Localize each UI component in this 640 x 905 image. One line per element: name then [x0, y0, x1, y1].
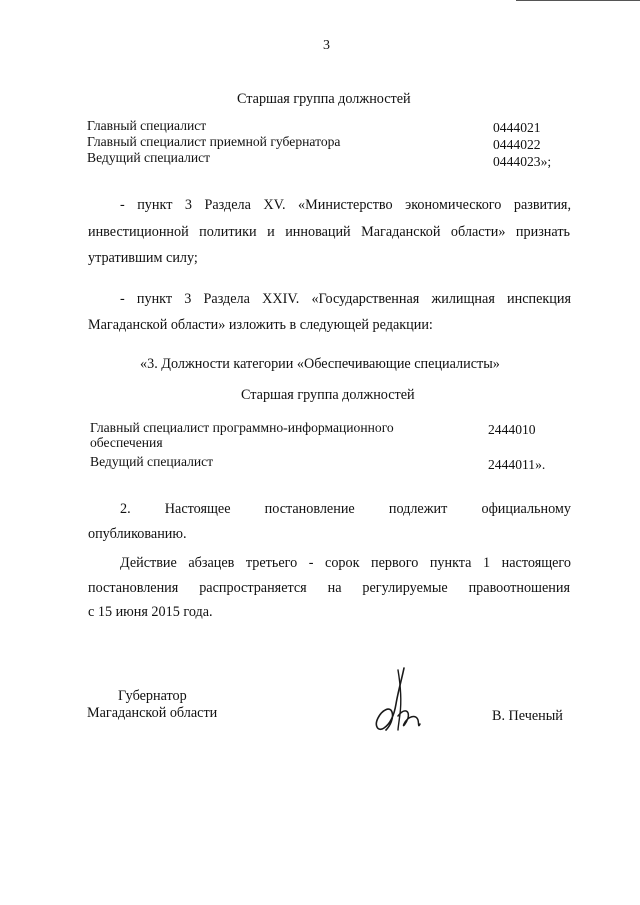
- position-code: 0444023»;: [493, 154, 552, 169]
- position-title: Главный специалист программно-информационного: [90, 420, 394, 435]
- position-title: Главный специалист приемной губернатора: [87, 134, 341, 149]
- position-title: Ведущий специалист: [87, 150, 211, 165]
- page-number: 3: [323, 38, 330, 53]
- paragraph-line: - пункт 3 Раздела XV. «Министерство экономического развития,: [120, 197, 571, 213]
- paragraph-line: инвестиционной политики и инноваций Магаданской области» признать: [88, 224, 570, 240]
- signatory-name: В. Печеный: [492, 708, 563, 724]
- paragraph-line: с 15 июня 2015 года.: [88, 604, 213, 620]
- handwritten-signature: [368, 664, 428, 736]
- paragraph-line: Действие абзацев третьего - сорок первого пункта 1 настоящего: [120, 555, 571, 571]
- group-heading: Старшая группа должностей: [237, 91, 411, 107]
- signatory-region: Магаданской области: [87, 705, 218, 721]
- position-code: 2444010: [488, 422, 536, 437]
- paragraph-line: 2. Настоящее постановление подлежит официальному: [120, 501, 571, 517]
- paragraph-line: Магаданской области» изложить в следующей редакции:: [88, 317, 433, 333]
- section-title: «3. Должности категории «Обеспечивающие специалисты»: [140, 356, 500, 372]
- group-heading: Старшая группа должностей: [241, 387, 415, 403]
- position-title-continued: обеспечения: [90, 435, 163, 450]
- paragraph-line: утратившим силу;: [88, 250, 198, 266]
- paragraph-line: постановления распространяется на регулируемые правоотношения: [88, 580, 570, 596]
- top-edge-line: [516, 0, 640, 1]
- position-title: Главный специалист: [87, 118, 207, 133]
- position-code: 0444022: [493, 137, 541, 152]
- signatory-position: Губернатор: [118, 688, 187, 704]
- position-code: 2444011».: [488, 457, 546, 472]
- position-code: 0444021: [493, 120, 541, 135]
- paragraph-line: - пункт 3 Раздела XXIV. «Государственная жилищная инспекция: [120, 291, 571, 307]
- position-title: Ведущий специалист: [90, 454, 214, 469]
- paragraph-line: опубликованию.: [88, 526, 187, 542]
